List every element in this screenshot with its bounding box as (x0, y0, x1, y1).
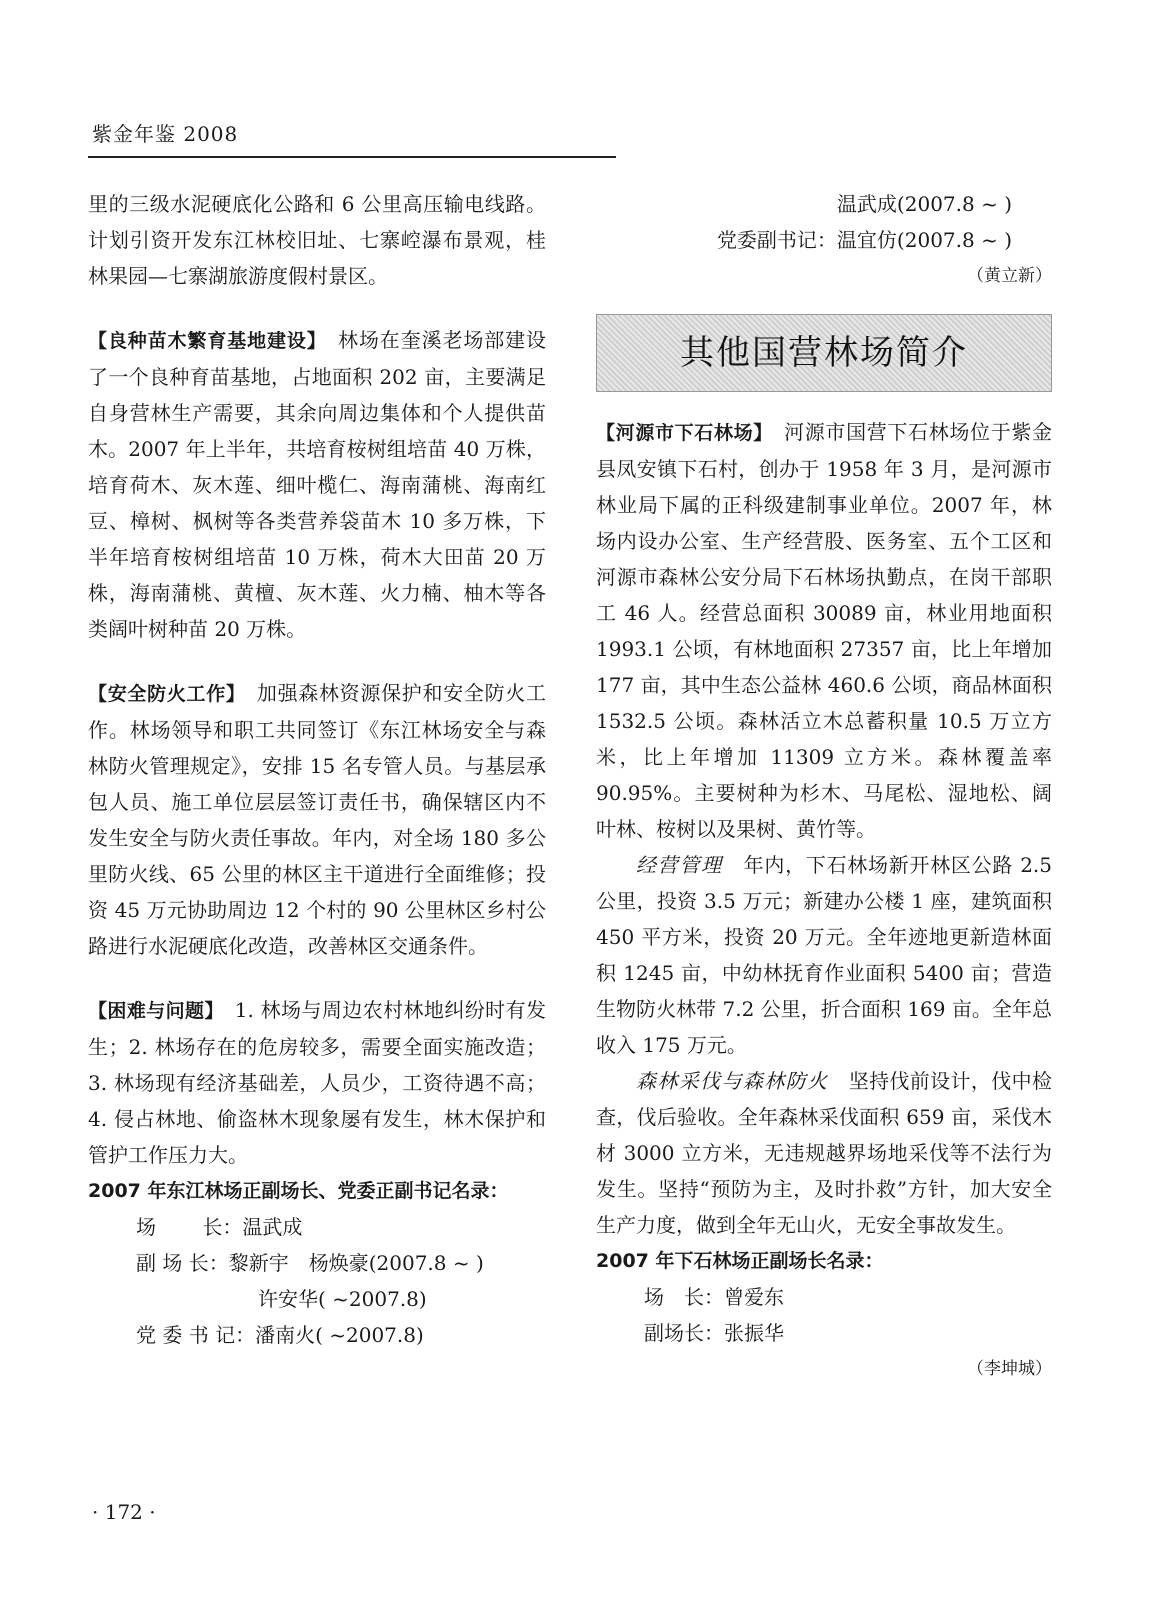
fire-text: 加强森林资源保护和安全防火工作。林场领导和职工共同签订《东江林场安全与森林防火管理规定》，安排 15 名专管人员。与基层承包人员、施工单位层层签订责任书，确保辖区内不发生安全与防火责任事故。年内，对全场 180 多公里防火线、65 公里的林区主干道进行全面维修；投资 45 万元协助周边 12 个村的 90 公里林区乡村公路进行水泥硬底化改造，改善林区交通条件。 (88, 681, 547, 958)
roster-continuation: 温武成(2007.8 ~ ) (836, 192, 1012, 216)
seed-section (88, 322, 546, 647)
roster-title: 2007 年东江林场正副场长、党委正副书记名录： (88, 1180, 509, 1202)
roster-line: 副 场 长：黎新宇 杨焕豪(2007.8 ~ ) (136, 1251, 484, 1275)
xiashi-section (596, 414, 1052, 847)
mgmt-text: 年内，下石林场新开林区公路 2.5 公里，投资 3.5 万元；新建办公楼 1 座，建筑面积 450 平方米，投资 20 万元。全年迹地更新造林面积 1245 亩，中幼林抚育作业面积 5400 亩；营造生物防火林带 7.2 公里，折合面积 169 亩。全年总收入 175 万元。 (596, 853, 1053, 1057)
author-credit: （黄立新） (967, 266, 1052, 286)
roster-continuation: 党委副书记：温宜仿(2007.8 ~ ) (716, 228, 1012, 252)
cut-section (596, 1063, 1052, 1243)
intro-paragraph: 里的三级水泥硬底化公路和 6 公里高压输电线路。计划引资开发东江林校旧址、七寨崆瀑布景观，桂林果园—七寨湖旅游度假村景区。 (88, 192, 546, 288)
roster-line: 场 长：曾爱东 (644, 1285, 784, 1309)
roster-line: 场 长：温武成 (136, 1215, 303, 1239)
mgmt-heading: 经营管理 (636, 853, 723, 877)
author-credit: （李坤城） (967, 1359, 1052, 1379)
roster-line: 许安华( ~2007.8) (258, 1287, 427, 1311)
problem-text: 1. 林场与周边农村林地纠纷时有发生；2. 林场存在的危房较多，需要全面实施改造；3. 林场现有经济基础差，人员少，工资待遇不高；4. 侵占林地、偷盗林木现象屡有发生，林木保护和管护工作压力大。 (88, 998, 546, 1167)
seed-heading: 【良种苗木繁育基地建设】 (88, 330, 318, 352)
section-banner-title: 其他国营林场简介 (680, 333, 968, 373)
fire-section (88, 675, 546, 964)
mgmt-section (596, 847, 1052, 1063)
xiashi-text: 河源市国营下石林场位于紫金县凤安镇下石村，创办于 1958 年 3 月，是河源市林业局下属的正科级建制事业单位。2007 年，林场内设办公室、生产经营股、医务室、五个工区和河源市森林公安分局下石林场执勤点，在岗干部职工 46 人。经营总面积 30089 亩，林业用地面积 1993.1 公顷，有林地面积 27357 亩，比上年增加 177 亩，其中生态公益林 460.6 公顷，商品林面积 1532.5 公顷。森林活立木总蓄积量 10.5 万立方米，比上年增加 11309 立方米。森林覆盖率 90.95%。主要树种为杉木、马尾松、湿地松、阔叶林、桉树以及果树、黄竹等。 (596, 420, 1053, 841)
fire-heading: 【安全防火工作】 (88, 683, 237, 705)
page-number: · 172 · (92, 1500, 156, 1524)
problem-heading: 【困难与问题】 (88, 1000, 215, 1022)
xiashi-heading: 【河源市下石林场】 (596, 422, 764, 444)
right-column (596, 186, 1052, 1387)
cut-text: 坚持伐前设计，伐中检查，伐后验收。全年森林采伐面积 659 亩，采伐木材 3000 立方米，无违规越界场地采伐等不法行为发生。坚持“预防为主，及时扑救”方针，加大安全生产力度，做到全年无山火，无安全事故发生。 (596, 1069, 1053, 1237)
problem-section (88, 992, 546, 1173)
cut-heading: 森林采伐与森林防火 (636, 1069, 829, 1093)
running-header: 紫金年鉴 2008 (92, 122, 239, 146)
roster-title: 2007 年下石林场正副场长名录： (596, 1250, 884, 1272)
left-column (88, 186, 546, 1353)
seed-text: 林场在奎溪老场部建设了一个良种育苗基地，占地面积 202 亩，主要满足自身营林生产需要，其余向周边集体和个人提供苗木。2007 年上半年，共培育桉树组培苗 40 万株，培育荷木、灰木莲、细叶榄仁、海南蒲桃、海南红豆、樟树、枫树等各类营养袋苗木 10 多万株，下半年培育桉树组培苗 10 万株，荷木大田苗 20 万株，海南蒲桃、黄檀、灰木莲、火力楠、柚木等各类阔叶树种苗 20 万株。 (88, 328, 547, 641)
roster-line: 党 委 书 记：潘南火( ~2007.8) (136, 1323, 424, 1347)
roster-line: 副场长：张振华 (644, 1321, 784, 1345)
header-rule (88, 156, 616, 158)
section-banner (596, 314, 1052, 392)
